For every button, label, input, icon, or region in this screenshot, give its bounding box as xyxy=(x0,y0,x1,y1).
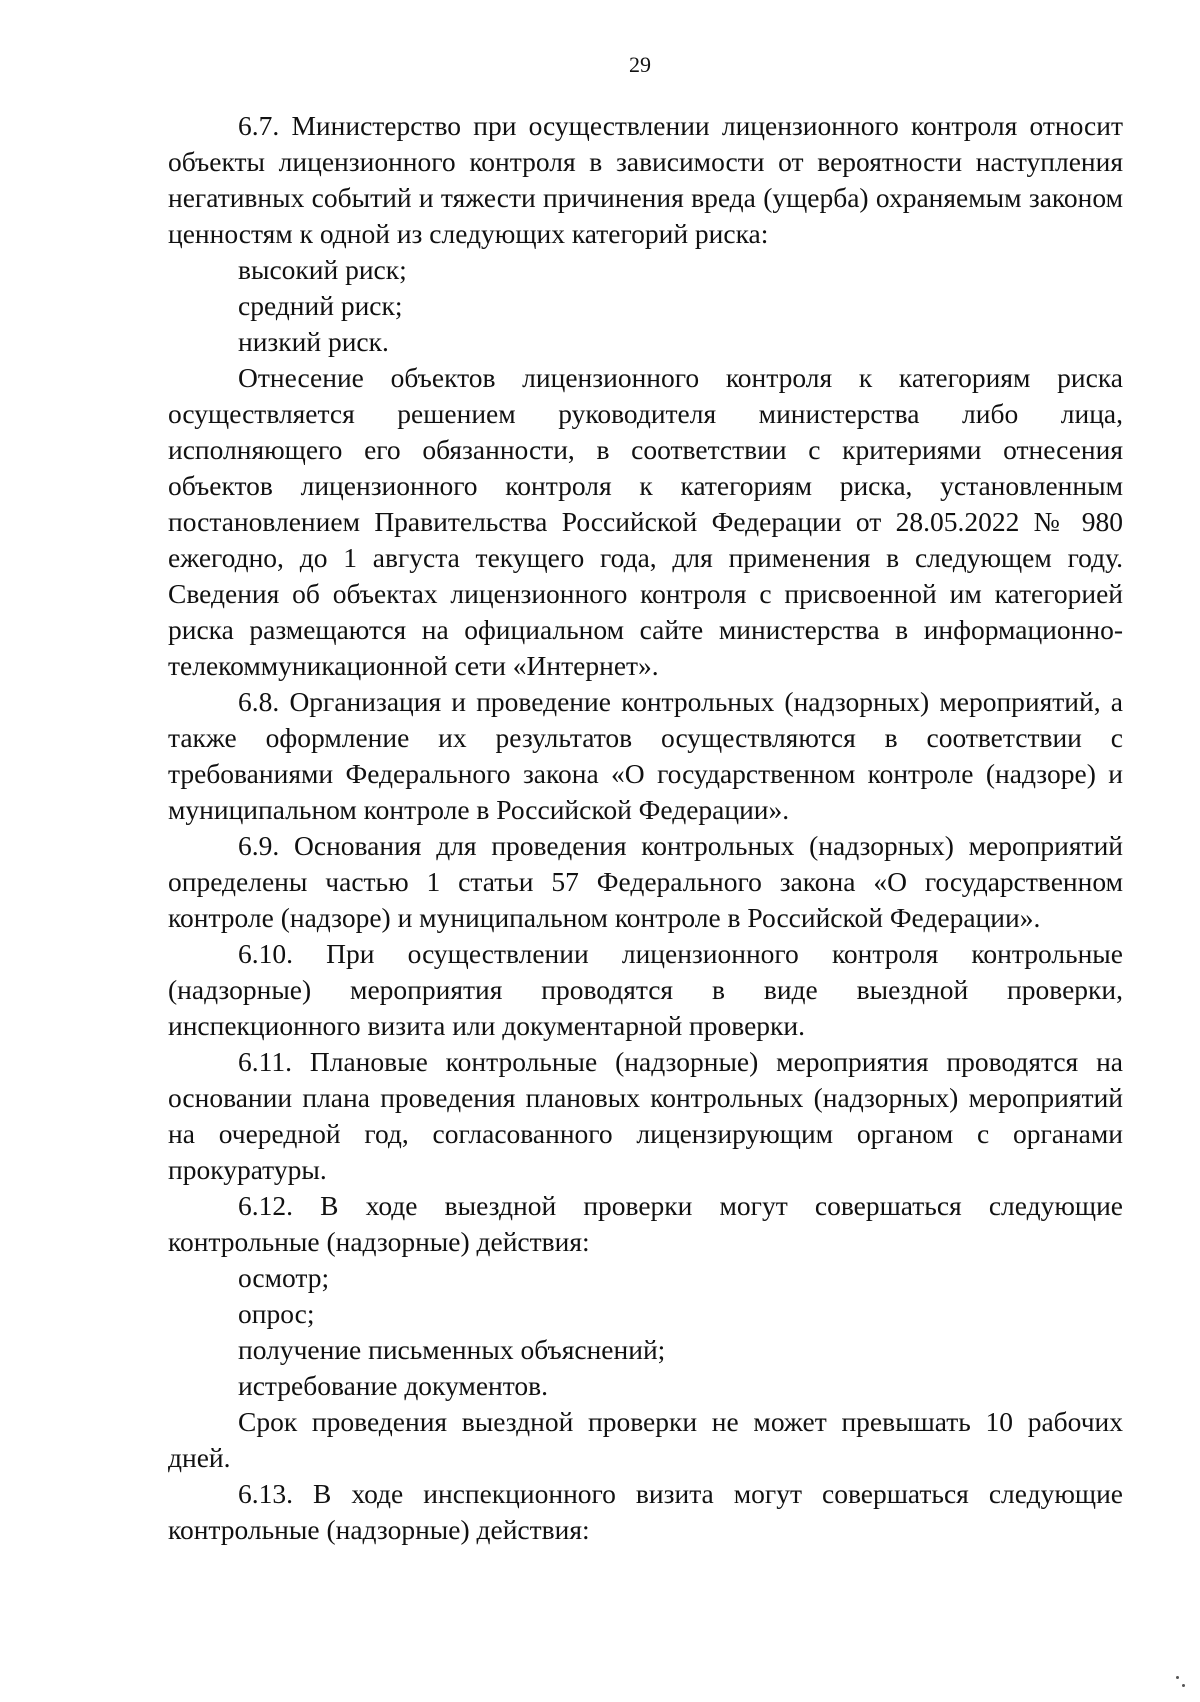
list-item: истребование документов. xyxy=(238,1370,549,1401)
list-item: низкий риск. xyxy=(238,326,389,357)
scan-artifact xyxy=(1176,1676,1179,1679)
page-number: 29 xyxy=(629,52,651,77)
list-item: опрос; xyxy=(238,1298,315,1329)
paragraph-6-10: 6.10. При осуществлении лицензионного контроля контрольные (надзорные) мероприятия проводятся в виде выездной проверки, инспекционного визита или документарной проверки. xyxy=(168,938,1123,1041)
paragraph-6-13: 6.13. В ходе инспекционного визита могут совершаться следующие контрольные (надзорные) действия: xyxy=(168,1478,1123,1545)
paragraph-risk-assignment: Отнесение объектов лицензионного контроля к категориям риска осуществляется решением руководителя министерства либо лица, исполняющего его обязанности, в соответствии с критериями отнесения объектов лицензионного контроля к категориям риска, установленным постановлением Правительства Российской Федерации от 28.05.2022 № 980 ежегодно, до 1 августа текущего года, для применения в следующем году. Сведения об объектах лицензионного контроля с присвоенной им категорией риска размещаются на официальном сайте министерства в информационно-телекоммуникационной сети «Интернет». xyxy=(168,362,1123,681)
paragraph-6-11: 6.11. Плановые контрольные (надзорные) мероприятия проводятся на основании плана проведения плановых контрольных (надзорных) мероприятий на очередной год, согласованного лицензирующим органом с органами прокуратуры. xyxy=(168,1046,1123,1185)
control-actions-list xyxy=(168,1260,1123,1404)
list-item: получение письменных объяснений; xyxy=(238,1334,666,1365)
list-item: осмотр; xyxy=(238,1262,330,1293)
list-item: высокий риск; xyxy=(238,254,407,285)
paragraph-6-7: 6.7. Министерство при осуществлении лицензионного контроля относит объекты лицензионного контроля в зависимости от вероятности наступления негативных событий и тяжести причинения вреда (ущерба) охраняемым законом ценностям к одной из следующих категорий риска: xyxy=(168,110,1123,249)
paragraph-6-9: 6.9. Основания для проведения контрольных (надзорных) мероприятий определены частью 1 статьи 57 Федерального закона «О государственном контроле (надзоре) и муниципальном контроле в Российской Федерации». xyxy=(168,830,1123,933)
paragraph-6-12: 6.12. В ходе выездной проверки могут совершаться следующие контрольные (надзорные) действия: xyxy=(168,1190,1123,1257)
paragraph-6-8: 6.8. Организация и проведение контрольных (надзорных) мероприятий, а также оформление их результатов осуществляются в соответствии с требованиями Федерального закона «О государственном контроле (надзоре) и муниципальном контроле в Российской Федерации». xyxy=(168,686,1123,825)
scan-artifact xyxy=(1182,1684,1185,1687)
document-body xyxy=(168,108,1123,1548)
risk-category-list xyxy=(168,252,1123,360)
list-item: средний риск; xyxy=(238,290,403,321)
paragraph-inspection-duration: Срок проведения выездной проверки не может превышать 10 рабочих дней. xyxy=(168,1406,1123,1473)
